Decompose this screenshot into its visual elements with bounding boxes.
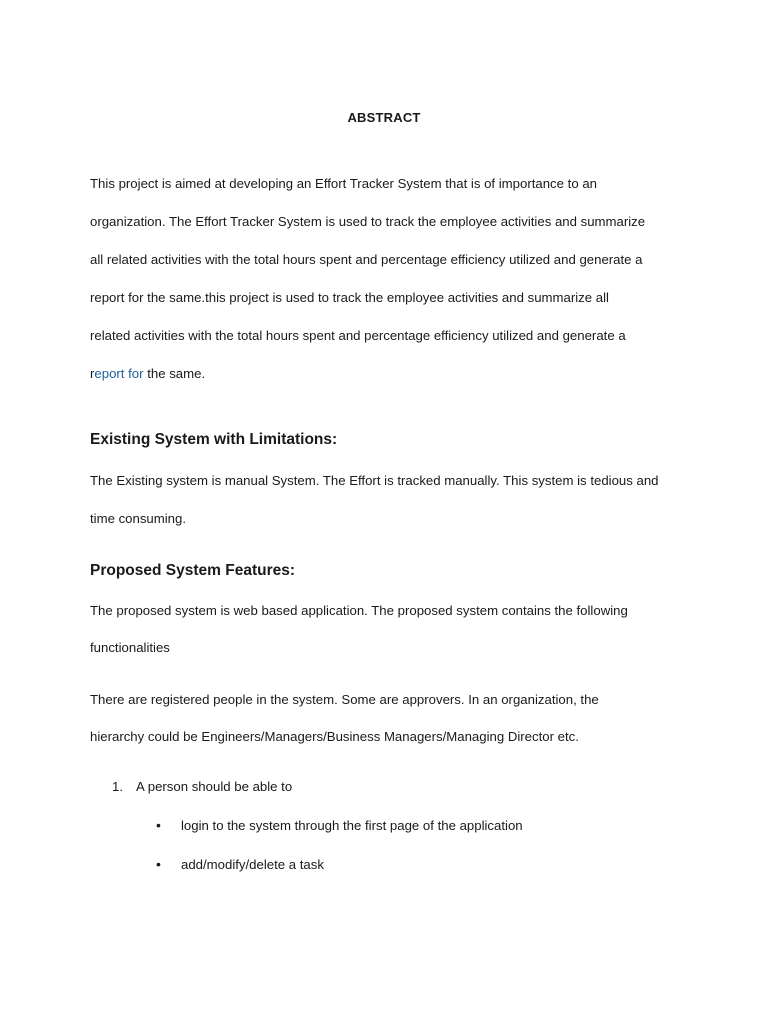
abstract-line-6-end: the same.: [143, 366, 206, 381]
report-for-link[interactable]: eport for: [94, 366, 144, 381]
abstract-line-4: report for the same.this project is used to track the employee activities and summarize all: [90, 290, 609, 305]
proposed-p2-line-2: hierarchy could be Engineers/Managers/Business Managers/Managing Director etc.: [90, 729, 579, 744]
list-number: 1.: [112, 779, 123, 794]
proposed-p2-line-1: There are registered people in the system. Some are approvers. In an organization, the: [90, 692, 599, 707]
bullet-icon: •: [156, 817, 161, 833]
bullet-item-task: [156, 853, 324, 876]
abstract-line-1: This project is aimed at developing an Effort Tracker System that is of importance to an: [90, 176, 597, 191]
bullet-item-text: add/modify/delete a task: [181, 857, 324, 872]
existing-line-2: time consuming.: [90, 511, 187, 526]
proposed-system-heading: Proposed System Features:: [90, 562, 296, 579]
abstract-line-3: all related activities with the total hours spent and percentage efficiency utilized and generate a: [90, 252, 643, 267]
numbered-list-item: [112, 776, 292, 798]
bullet-icon: •: [156, 856, 161, 872]
proposed-p1-line-1: The proposed system is web based application. The proposed system contains the following: [90, 603, 628, 618]
abstract-line-6-start: r: [90, 366, 95, 381]
bullet-item-text: login to the system through the first page of the application: [181, 818, 523, 833]
existing-system-heading: Existing System with Limitations:: [90, 431, 338, 448]
proposed-p1-line-2: functionalities: [90, 640, 170, 655]
existing-line-1: The Existing system is manual System. The Effort is tracked manually. This system is tedious and: [90, 473, 659, 488]
list-item-text: A person should be able to: [136, 779, 293, 794]
abstract-line-5: related activities with the total hours spent and percentage efficiency utilized and generate a: [90, 328, 626, 343]
page-title: ABSTRACT: [347, 110, 421, 125]
abstract-line-6: [90, 355, 677, 393]
bullet-item-login: [156, 814, 523, 837]
abstract-line-2: organization. The Effort Tracker System is used to track the employee activities and summarize: [90, 214, 646, 229]
